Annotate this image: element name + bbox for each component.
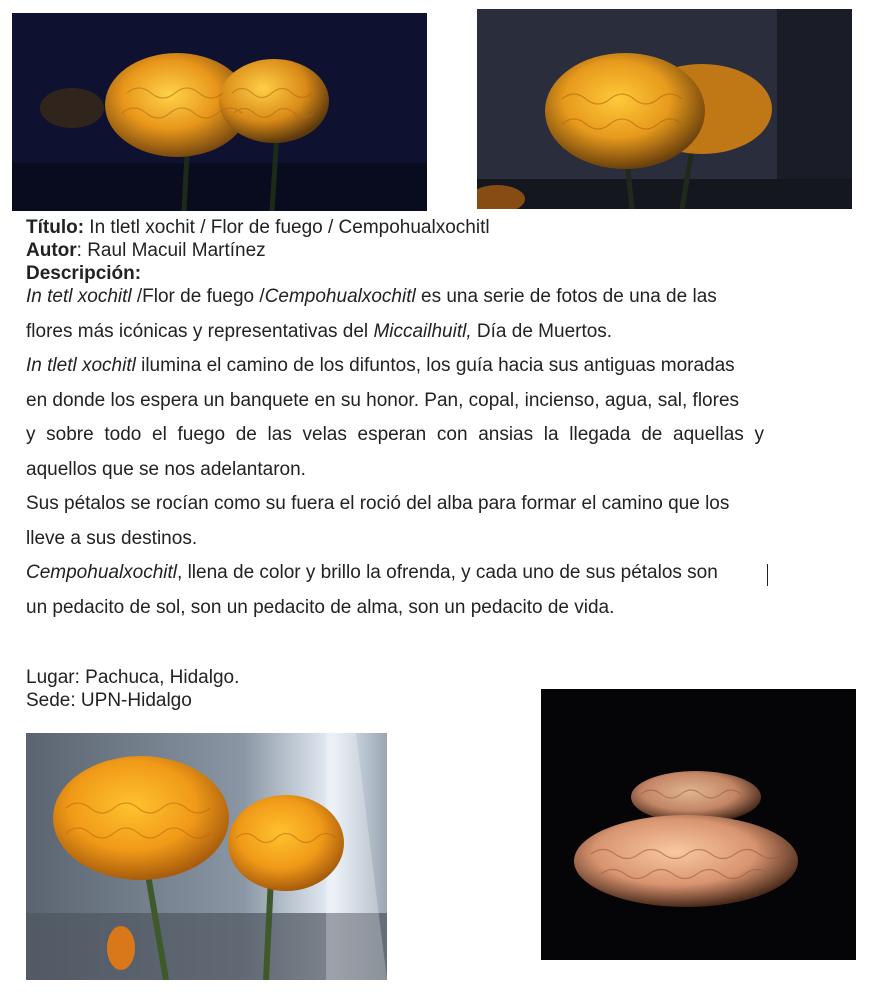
word: de	[235, 424, 257, 445]
description-line-9	[26, 561, 764, 585]
text: /Flor de fuego /	[131, 286, 265, 307]
description-label: Descripción:	[26, 263, 142, 284]
title-label: Título:	[26, 217, 85, 238]
word: velas	[302, 424, 347, 445]
venue-line: Sede: UPN-Hidalgo	[26, 690, 192, 711]
word: sobre	[46, 424, 94, 445]
description-line-2	[26, 320, 764, 344]
text: es una serie de fotos de una de las	[415, 286, 717, 307]
word: la	[543, 424, 559, 445]
word: con	[436, 424, 468, 445]
text-cursor	[767, 564, 768, 586]
description-line-7: Sus pétalos se rocían como su fuera el roció del alba para formar el camino que los	[26, 493, 730, 514]
word: las	[267, 424, 292, 445]
word: todo	[104, 424, 142, 445]
word: y	[754, 424, 764, 445]
marigold-photo-top-right	[477, 9, 852, 209]
marigold-photo-bottom-right	[541, 689, 856, 960]
author-value: : Raul Macuil Martínez	[76, 240, 266, 261]
word: ansias	[478, 424, 534, 445]
word: llegada	[569, 424, 631, 445]
author-line	[26, 239, 266, 262]
word: esperan	[357, 424, 427, 445]
description-line-6: aquellos que se nos adelantaron.	[26, 459, 306, 480]
marigold-photo-top-left	[12, 13, 427, 211]
description-heading	[26, 262, 141, 285]
text: , llena de color y brillo la ofrenda, y cada uno de sus pétalos son	[177, 562, 718, 583]
text: flores más icónicas y representativas del	[26, 321, 374, 342]
title-value: In tletl xochit / Flor de fuego / Cempohualxochitl	[84, 217, 490, 238]
description-line-10: un pedacito de sol, son un pedacito de alma, son un pedacito de vida.	[26, 597, 615, 618]
italic-text: In tletl xochitl	[26, 355, 136, 376]
author-label: Autor	[26, 240, 77, 261]
italic-text: Cempohualxochitl	[26, 562, 178, 583]
word: aquellas	[673, 424, 744, 445]
text: ilumina el camino de los difuntos, los guía hacia sus antiguas moradas	[135, 355, 735, 376]
italic-text: Cempohualxochitl	[264, 286, 416, 307]
word: el	[152, 424, 167, 445]
description-line-4: en donde los espera un banquete en su honor. Pan, copal, incienso, agua, sal, flores	[26, 390, 740, 411]
italic-text: In tetl xochitl	[26, 286, 132, 307]
italic-text: Miccailhuitl,	[373, 321, 472, 342]
marigold-photo-bottom-left	[26, 733, 387, 980]
description-line-1	[26, 285, 764, 309]
place-line: Lugar: Pachuca, Hidalgo.	[26, 667, 240, 688]
word: fuego	[177, 424, 226, 445]
text: Día de Muertos.	[471, 321, 613, 342]
word: y	[26, 424, 36, 445]
description-line-5	[26, 423, 764, 447]
word: de	[641, 424, 663, 445]
description-line-3	[26, 354, 764, 378]
description-line-8: lleve a sus destinos.	[26, 528, 198, 549]
title-line	[26, 216, 490, 239]
